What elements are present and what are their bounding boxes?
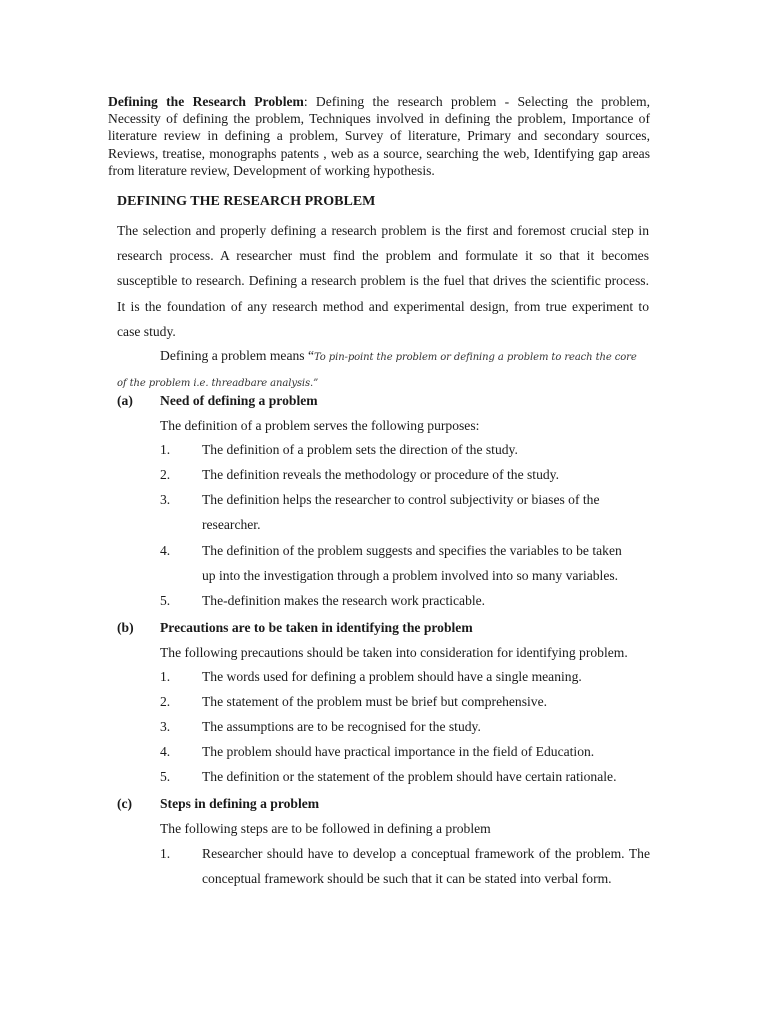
definition-lead: Defining a problem means “ [160, 348, 315, 363]
list-text: The definition or the statement of the problem should have certain rationale. [202, 769, 617, 784]
list-text: The definition helps the researcher to control subjectivity or biases of the researcher. [202, 492, 600, 533]
list-text: The definition reveals the methodology or procedure of the study. [202, 467, 559, 482]
intro-title: Defining the Research Problem [108, 94, 304, 109]
list-text: Researcher should have to develop a conceptual framework of the problem. The conceptual framework should be such that it can be stated into verbal form. [202, 846, 650, 887]
list-number: 1. [160, 669, 171, 684]
subsection-title: Need of defining a problem [160, 393, 318, 408]
definition-quote: To pin-point the problem or defining a problem to reach the core of the problem i.e. threadbare analysis.” [117, 352, 637, 389]
list-number: 4. [160, 543, 171, 558]
list-text: The statement of the problem must be brief but comprehensive. [202, 694, 548, 709]
subsection-lead: The definition of a problem serves the following purposes: [160, 418, 480, 433]
list-number: 5. [160, 593, 171, 608]
subsection-letter: (c) [117, 796, 133, 811]
list-number: 4. [160, 744, 171, 759]
definition-paragraph [117, 344, 649, 396]
section-heading: DEFINING THE RESEARCH PROBLEM [117, 194, 376, 209]
subsection-lead: The following precautions should be taken into consideration for identifying problem. [160, 645, 628, 660]
list-number: 2. [160, 467, 171, 482]
subsection-title: Steps in defining a problem [160, 796, 320, 811]
list-text: The assumptions are to be recognised for the study. [202, 719, 481, 734]
list-text: The definition of the problem suggests and specifies the variables to be taken up into the investigation through a problem involved into so many variables. [202, 543, 622, 584]
list-number: 1. [160, 846, 171, 861]
subsection-letter: (a) [117, 393, 133, 408]
list-text: The-definition makes the research work practicable. [202, 593, 486, 608]
list-number: 5. [160, 769, 171, 784]
body-paragraph: The selection and properly defining a research problem is the first and foremost crucial step in research process. A researcher must find the problem and formulate it so that it becomes susceptible to research. Defining a research problem is the fuel that drives the scientific process. It is the foundation of any research method and experimental design, from true experiment to case study. [117, 223, 649, 339]
list-number: 2. [160, 694, 171, 709]
subsection-letter: (b) [117, 620, 134, 635]
list-number: 3. [160, 719, 171, 734]
list-number: 1. [160, 442, 171, 457]
intro-paragraph [108, 93, 650, 179]
list-number: 3. [160, 492, 171, 507]
list-text: The words used for defining a problem should have a single meaning. [202, 669, 582, 684]
subsection-lead: The following steps are to be followed in defining a problem [160, 821, 491, 836]
intro-text: : Defining the research problem - Selecting the problem, Necessity of defining the problem, Techniques involved in defining the problem, Importance of literature review in defining a problem, Survey of literature, Primary and secondary sources, Reviews, treatise, monographs patents , web as a source, searching the web, Identifying gap areas from literature review, Development of working hypothesis. [108, 94, 650, 178]
list-text: The problem should have practical importance in the field of Education. [202, 744, 595, 759]
subsection-title: Precautions are to be taken in identifying the problem [160, 620, 473, 635]
list-text: The definition of a problem sets the direction of the study. [202, 442, 518, 457]
